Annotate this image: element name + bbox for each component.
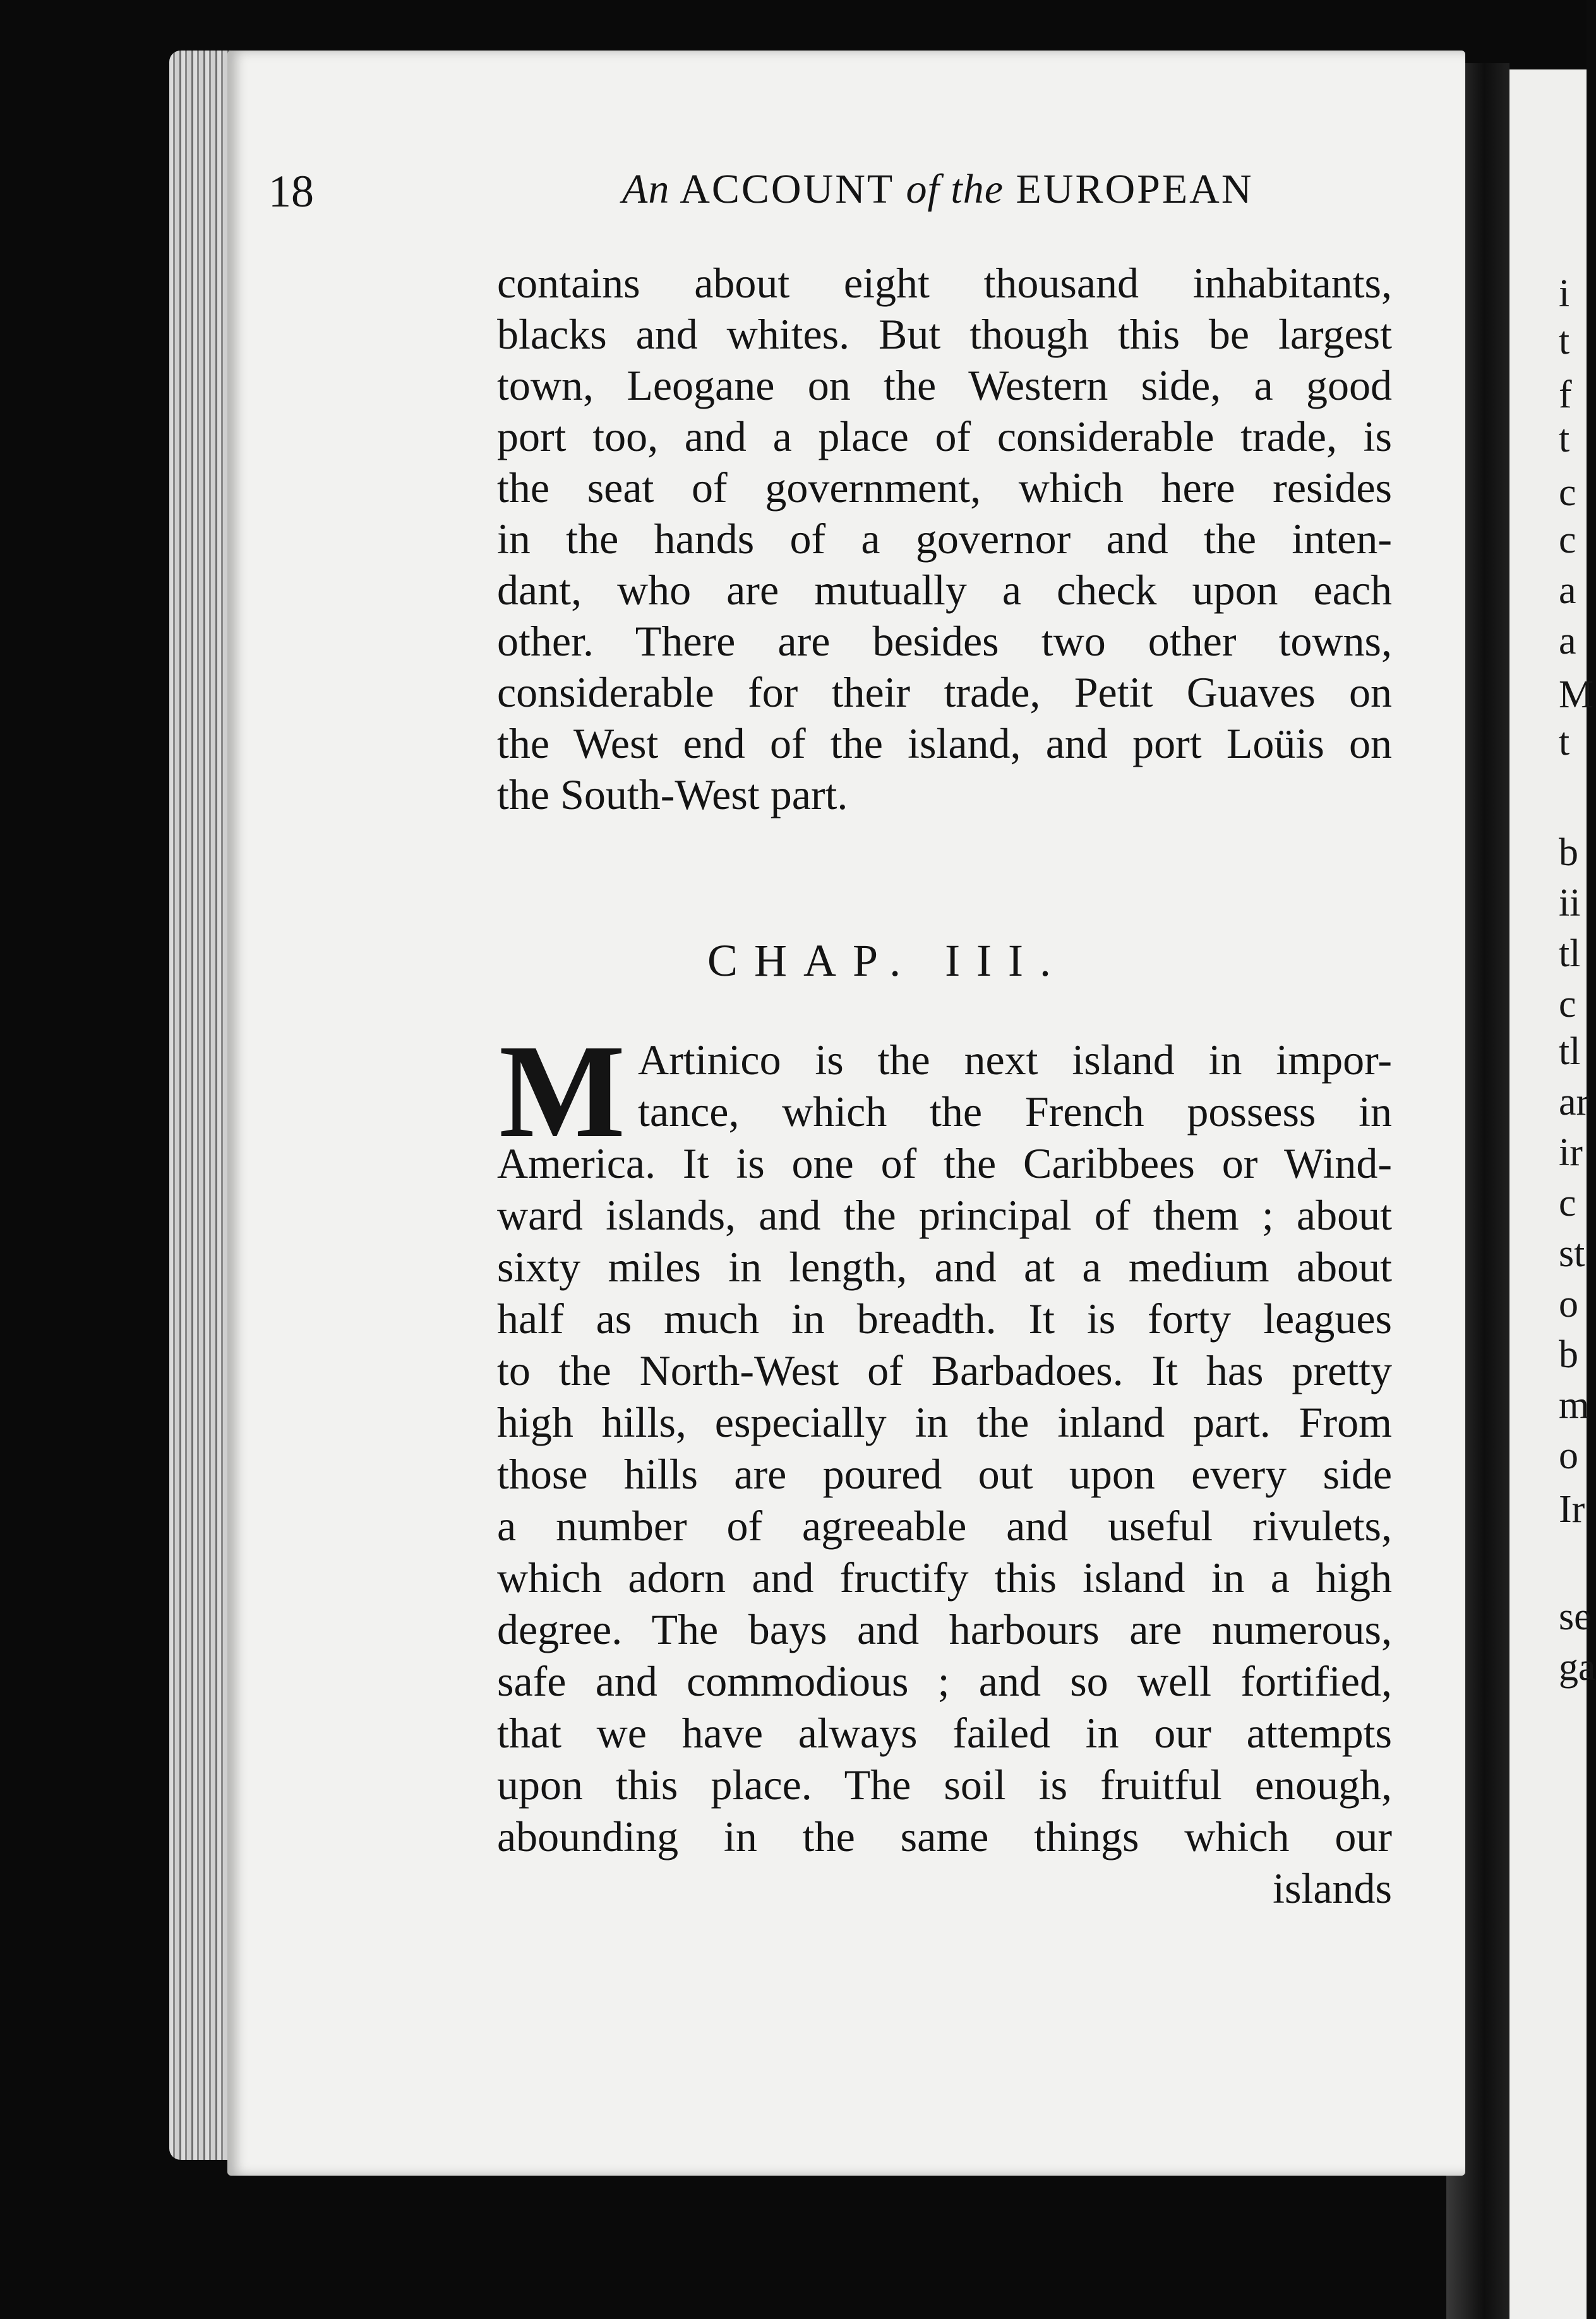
facing-page-fragment: c bbox=[1559, 1182, 1576, 1225]
facing-page-fragment: tl bbox=[1559, 932, 1581, 975]
text-line: sixty miles in length, and at a medium about bbox=[497, 1243, 1392, 1291]
catchword: islands bbox=[1273, 1864, 1392, 1912]
page-number: 18 bbox=[268, 166, 314, 217]
text-line: blacks and whites. But though this be largest bbox=[497, 310, 1392, 358]
facing-page-fragment: ga bbox=[1559, 1646, 1596, 1689]
facing-page-fragment: se bbox=[1559, 1595, 1592, 1638]
text-line: half as much in breadth. It is forty leagues bbox=[497, 1295, 1392, 1343]
text-line: high hills, especially in the inland part. From bbox=[497, 1398, 1392, 1446]
text-line: town, Leogane on the Western side, a good bbox=[497, 361, 1392, 409]
text-line: which adorn and fructify this island in a high bbox=[497, 1554, 1392, 1602]
running-title-european: EUROPEAN bbox=[1016, 166, 1254, 212]
running-title-an: An bbox=[622, 166, 670, 212]
facing-page-fragment: ar bbox=[1559, 1081, 1590, 1124]
running-header bbox=[0, 165, 1587, 222]
facing-page-fragment: ir bbox=[1559, 1131, 1583, 1174]
text-line: abounding in the same things which our bbox=[497, 1813, 1392, 1861]
facing-page-fragment: st bbox=[1559, 1232, 1585, 1275]
chapter-heading: CHAP. III. bbox=[707, 935, 1068, 986]
facing-page-fragment: c bbox=[1559, 983, 1576, 1026]
drop-cap: M bbox=[499, 1017, 626, 1165]
running-title-account: ACCOUNT bbox=[680, 166, 894, 212]
text-line: a number of agreeable and useful rivulets, bbox=[497, 1502, 1392, 1550]
facing-page-fragment: ii bbox=[1559, 882, 1581, 925]
facing-page-fragment: f bbox=[1559, 373, 1572, 416]
text-line: considerable for their trade, Petit Guaves on bbox=[497, 668, 1392, 716]
text-line: the seat of government, which here resides bbox=[497, 464, 1392, 512]
facing-page-fragment: c bbox=[1559, 471, 1576, 514]
facing-page-fragment: b bbox=[1559, 831, 1578, 874]
text-line: dant, who are mutually a check upon each bbox=[497, 566, 1392, 614]
text-line: the West end of the island, and port Loüis on bbox=[497, 719, 1392, 767]
facing-page-fragment: b bbox=[1559, 1333, 1578, 1376]
facing-page-fragment: c bbox=[1559, 518, 1576, 561]
facing-page-fragment: o bbox=[1559, 1434, 1578, 1477]
text-line: port too, and a place of considerable trade, is bbox=[497, 412, 1392, 460]
text-line: America. It is one of the Caribbees or Wind- bbox=[497, 1139, 1392, 1187]
text-line: Artinico is the next island in impor- bbox=[638, 1036, 1392, 1084]
text-line: in the hands of a governor and the inten- bbox=[497, 515, 1392, 563]
facing-page-fragment: a bbox=[1559, 569, 1576, 612]
text-line: upon this place. The soil is fruitful enough, bbox=[497, 1761, 1392, 1809]
text-line: ward islands, and the principal of them ; about bbox=[497, 1191, 1392, 1239]
text-line: tance, which the French possess in bbox=[638, 1088, 1392, 1136]
text-line: degree. The bays and harbours are numerous, bbox=[497, 1605, 1392, 1653]
facing-page-fragment: t bbox=[1559, 721, 1570, 764]
running-title-of-the: of the bbox=[906, 166, 1004, 212]
text-line: safe and commodious ; and so well fortified, bbox=[497, 1657, 1392, 1705]
facing-page-fragment: i bbox=[1559, 272, 1570, 315]
text-line: to the North-West of Barbadoes. It has pretty bbox=[497, 1346, 1392, 1394]
facing-page-fragment: Ir bbox=[1559, 1488, 1585, 1531]
facing-page-fragment: a bbox=[1559, 620, 1576, 662]
facing-page-fragment: t bbox=[1559, 320, 1570, 363]
text-line: contains about eight thousand inhabitants, bbox=[497, 259, 1392, 307]
facing-page-fragment: o bbox=[1559, 1283, 1578, 1326]
facing-page-fragment: m bbox=[1559, 1384, 1590, 1427]
facing-page-fragment: tl bbox=[1559, 1030, 1581, 1073]
facing-page-fragment: M bbox=[1559, 673, 1594, 716]
text-line: those hills are poured out upon every side bbox=[497, 1450, 1392, 1498]
text-line: other. There are besides two other towns, bbox=[497, 617, 1392, 665]
text-line: the South-West part. bbox=[497, 770, 848, 818]
facing-page-fragment: t bbox=[1559, 417, 1570, 460]
text-line: that we have always failed in our attempts bbox=[497, 1709, 1392, 1757]
running-title bbox=[622, 165, 1254, 213]
